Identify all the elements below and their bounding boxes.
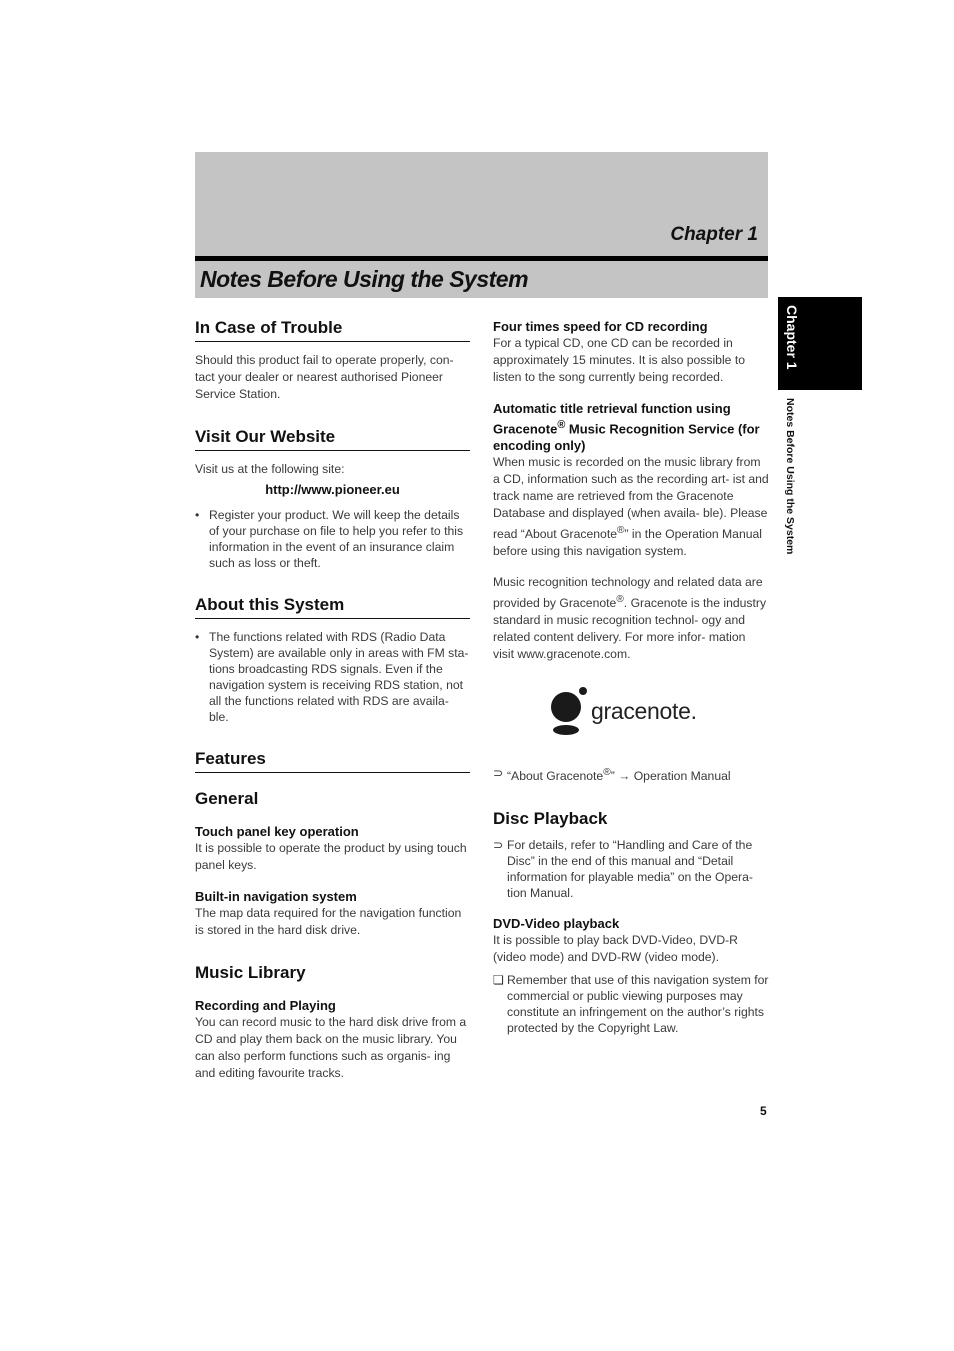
chapter-label: Chapter 1: [670, 224, 758, 245]
fourx-body: For a typical CD, one CD can be recorded in approximately 15 minutes. It is also possible to listen to the song currently being recorded.: [493, 336, 745, 384]
website-bullet: [195, 507, 470, 571]
touch-heading: Touch panel key operation: [195, 824, 359, 839]
dvd-body: It is possible to play back DVD-Video, DVD-R (video mode) and DVD-RW (video mode).: [493, 932, 738, 964]
side-section-title: Notes Before Using the System: [784, 398, 796, 555]
chapter-header: [195, 152, 768, 298]
disc-bullet-text: For details, refer to “Handling and Care of the Disc” in the end of this manual and “Detail information for playable media” on the Opera- tion Manual.: [507, 837, 753, 900]
music-library-heading: Music Library: [195, 963, 306, 982]
about-bullet: [195, 629, 470, 725]
features-heading: Features: [195, 749, 470, 773]
trouble-body: Should this product fail to operate properly, con- tact your dealer or nearest authorised Pioneer Service Station.: [195, 353, 454, 401]
builtin-body: The map data required for the navigation function is stored in the hard disk drive.: [195, 906, 462, 937]
page-title: Notes Before Using the System: [200, 266, 529, 292]
recording-heading: Recording and Playing: [195, 998, 336, 1013]
left-column: [195, 318, 470, 1082]
gracenote-logo: [551, 685, 769, 737]
website-heading: Visit Our Website: [195, 427, 470, 451]
auto-retrieval-body: When music is recorded on the music library from a CD, information such as the recording art- ist and track name are retrieved from the Gracenote Database and displayed (when availa- ble). Please read “About Gracenote®” in the Operation Manual before using this navigation system.: [493, 455, 769, 559]
builtin-heading: Built-in navigation system: [195, 889, 357, 904]
auto-retrieval-heading: Automatic title retrieval function using Gracenote® Music Recognition Service (for encoding only): [493, 401, 760, 454]
fourx-heading: Four times speed for CD recording: [493, 319, 708, 334]
gracenote-reference: [493, 765, 769, 784]
trouble-heading: In Case of Trouble: [195, 318, 470, 342]
note-box-icon: ❏: [493, 972, 504, 987]
chapter-side-tab: [778, 297, 862, 390]
gracenote-logo-mark: [551, 685, 587, 737]
website-intro: Visit us at the following site:: [195, 462, 345, 476]
reference-text: “About Gracenote®” → Operation Manual: [507, 767, 731, 784]
gracenote-wordmark: gracenote.: [591, 697, 697, 724]
about-bullet-text: The functions related with RDS (Radio Data System) are available only in areas with FM sta- tions broadcasting RDS signals. Even if the navigation system is receiving RDS station, not all the functions related with RDS are availa- ble.: [209, 630, 469, 724]
disc-playback-heading: Disc Playback: [493, 808, 608, 828]
recognition-tech-body: Music recognition technology and related data are provided by Gracenote®. Gracenote is the industry standard in music recognition technol- ogy and related content delivery. For more infor- mation visit www.gracenote.com.: [493, 575, 767, 662]
reference-arrow-icon: ⊃: [493, 837, 504, 852]
recording-body: You can record music to the hard disk drive from a CD and play them back on the music library. You can also perform functions such as organis- ing and editing favourite tracks.: [195, 1015, 467, 1080]
about-heading: About this System: [195, 595, 470, 619]
side-tab-chapter: Chapter 1: [784, 305, 800, 370]
dvd-note-text: Remember that use of this navigation system for commercial or public viewing purposes may constitute an infringement on the author’s rights protected by the Copyright Law.: [507, 972, 769, 1035]
touch-body: It is possible to operate the product by using touch panel keys.: [195, 841, 467, 872]
reference-arrow-icon: ⊃: [493, 766, 504, 781]
dvd-heading: DVD-Video playback: [493, 915, 620, 931]
general-heading: General: [195, 789, 259, 808]
page-number: 5: [760, 1104, 767, 1118]
right-column: [493, 318, 769, 1036]
bullet-mark: •: [195, 508, 200, 522]
website-bullet-text: Register your product. We will keep the details of your purchase on file to help you refer to this information in the event of an insurance claim such as loss or theft.: [209, 508, 464, 570]
header-rule: [195, 256, 768, 261]
dvd-note: [493, 972, 769, 1036]
website-url[interactable]: http://www.pioneer.eu: [265, 482, 400, 497]
bullet-mark: •: [195, 630, 200, 644]
disc-bullet: [493, 837, 769, 901]
